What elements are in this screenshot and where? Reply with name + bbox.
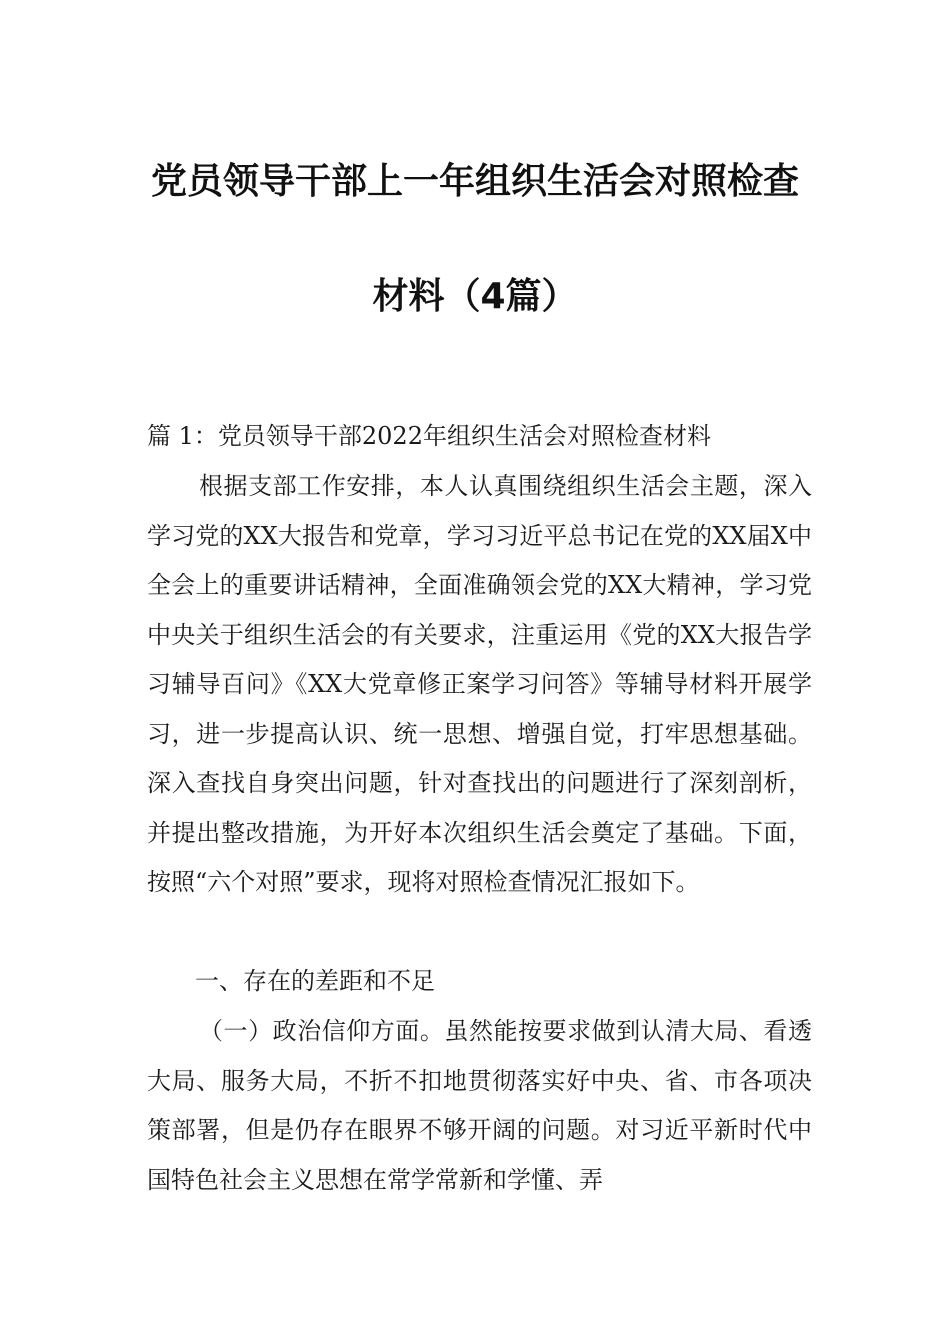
body-paragraph-2: （一）政治信仰方面。虽然能按要求做到认清大局、看透大局、服务大局，不折不扣地贯彻落实好中央、省、市各项决策部署，但是仍存在眼界不够开阔的问题。对习近平新时代中国特色社会主义思想在常学常新和学懂、弄 (147, 1017, 812, 1194)
document-title-line-2: 材料（4篇） (372, 276, 578, 317)
document-title-line-1: 党员领导干部上一年组织生活会对照检查 (150, 161, 799, 202)
body-paragraph-1: 根据支部工作安排，本人认真围绕组织生活会主题，深入学习党的XX大报告和党章，学习习近平总书记在党的XX届X中全会上的重要讲话精神，全面准确领会党的XX大精神，学习党中央关于组织生活会的有关要求，注重运用《党的XX大报告学习辅导百问》《XX大党章修正案学习问答》等辅导材料开展学习，进一步提高认识、统一思想、增强自觉，打牢思想基础。深入查找自身突出问题，针对查找出的问题进行了深刻剖析，并提出整改措施，为开好本次组织生活会奠定了基础。下面，按照“六个对照”要求，现将对照检查情况汇报如下。 (147, 472, 812, 896)
article-subtitle: 篇 1：党员领导干部2022年组织生活会对照检查材料 (147, 422, 711, 450)
section-heading: 一、存在的差距和不足 (195, 967, 435, 995)
